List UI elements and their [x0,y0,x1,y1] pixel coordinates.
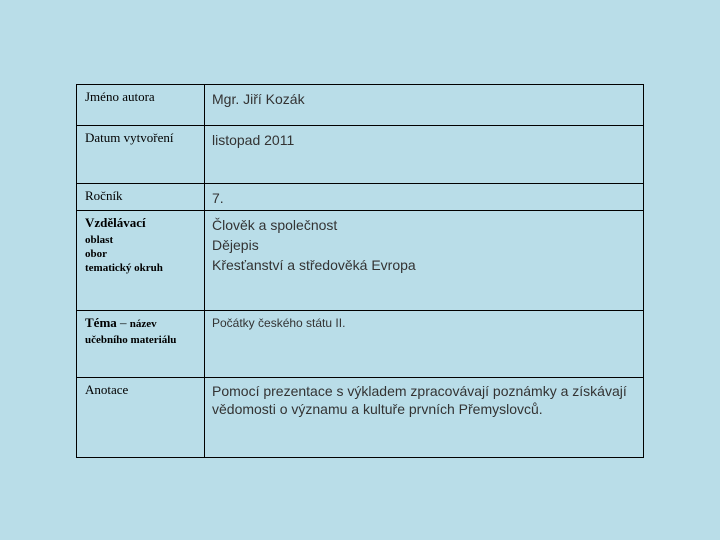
topic-value: Počátky českého státu II. [212,316,346,330]
education-values [205,211,643,275]
annotation-label: Anotace [85,382,129,397]
value-cell [205,85,644,126]
grade-label: Ročník [85,188,123,203]
topic-label-small: název [129,318,157,330]
education-label [77,211,204,275]
topic-label-sub [85,333,204,347]
author-value: Mgr. Jiří Kozák [212,91,305,107]
sub-label-subject: obor [85,248,107,260]
topic-label [77,311,204,347]
table-row-author [77,85,644,126]
table-row-annotation [77,378,644,458]
label-cell [77,184,205,211]
value-cell [205,311,644,378]
education-value-topic: Křesťanství a středověká Evropa [212,257,416,273]
topic-label-sub-text: učebního materiálu [85,334,177,346]
annotation-line-1: Pomocí prezentace s výkladem zpracovávají poznámky a získávají [212,383,627,399]
sub-label-area: oblast [85,234,114,246]
annotation-line-2: vědomosti o významu a kultuře prvních Přemyslovců. [212,401,543,417]
table-row-grade [77,184,644,211]
table-row-date [77,126,644,184]
table-row-education [77,211,644,311]
sub-label-topic: tematický okruh [85,262,163,274]
grade-value: 7. [212,190,224,206]
date-label: Datum vytvoření [85,130,174,145]
label-cell [77,311,205,378]
label-cell [77,211,205,311]
education-value-subject: Dějepis [212,237,259,253]
value-cell [205,378,644,458]
table-row-topic [77,311,644,378]
date-value: listopad 2011 [212,132,295,148]
value-cell [205,184,644,211]
topic-label-dash: – [116,315,130,330]
education-sub-labels [85,233,204,275]
author-label: Jméno autora [85,89,155,104]
education-value-area: Člověk a společnost [212,217,338,233]
annotation-value [205,378,643,418]
value-cell [205,211,644,311]
metadata-table [76,84,644,458]
label-cell [77,126,205,184]
label-cell [77,85,205,126]
education-label-main: Vzdělávací [85,215,146,230]
label-cell [77,378,205,458]
value-cell [205,126,644,184]
topic-label-main: Téma [85,315,117,330]
